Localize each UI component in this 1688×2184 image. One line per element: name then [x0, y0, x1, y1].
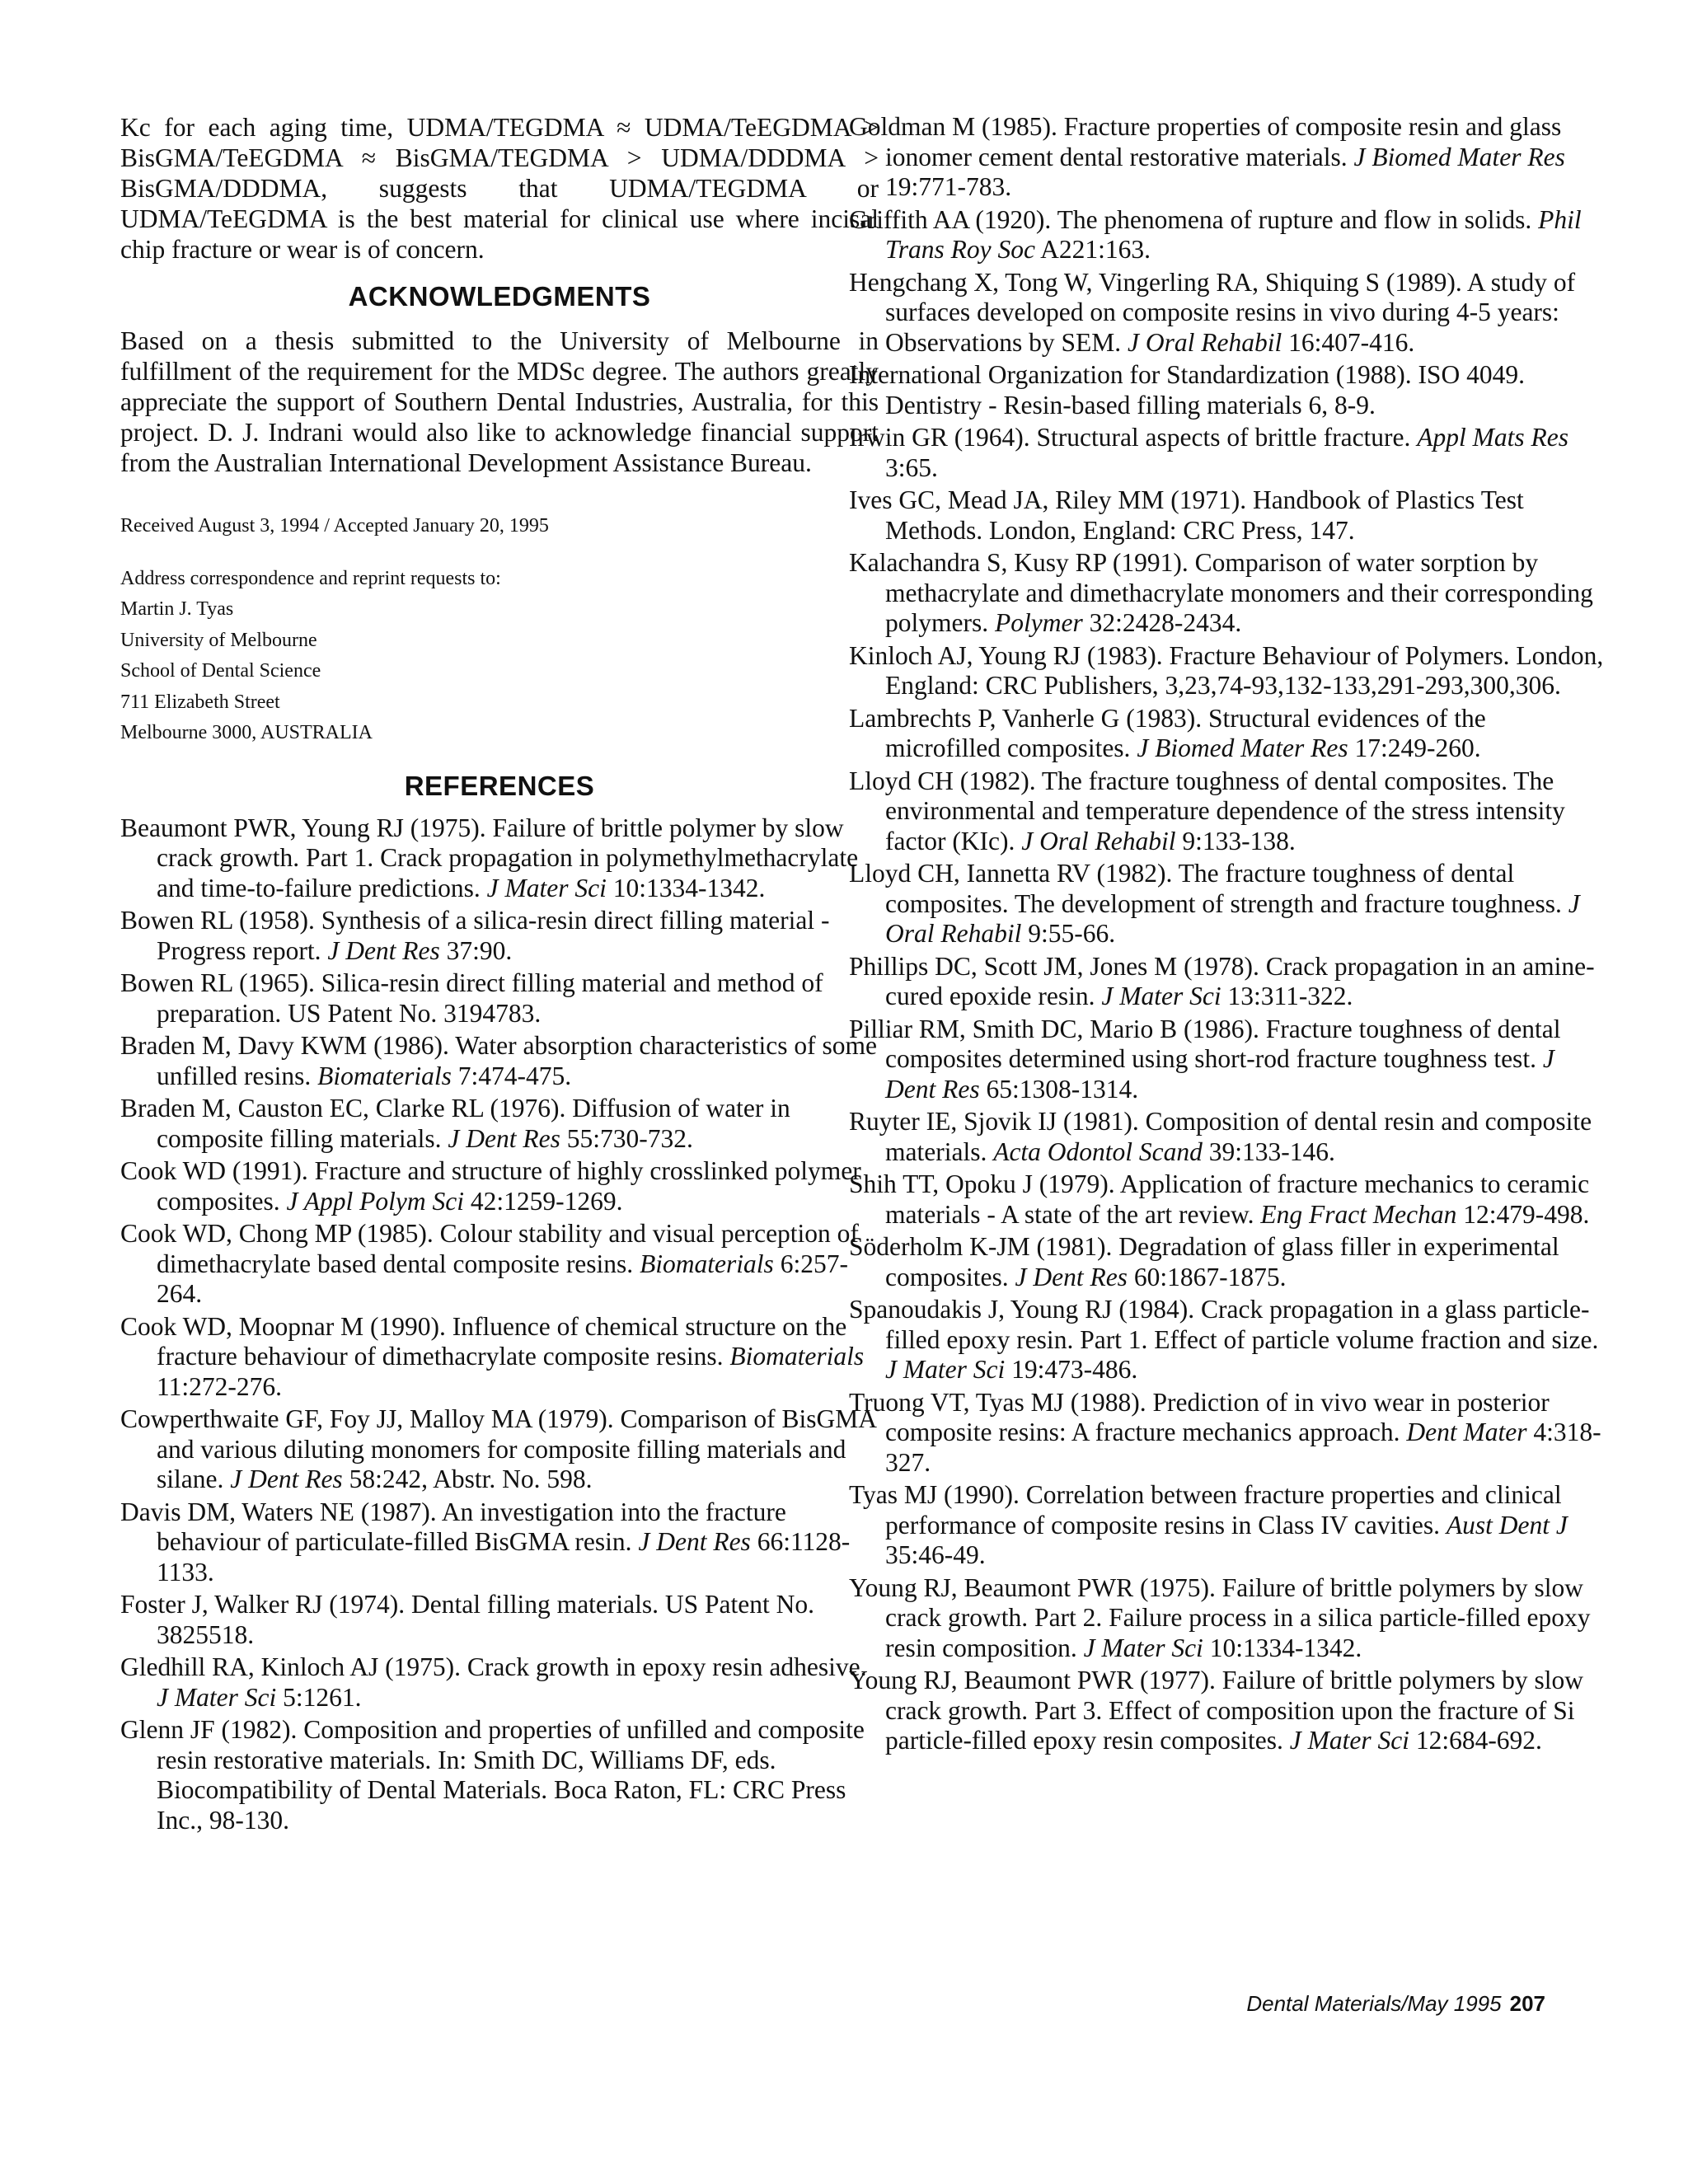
reference-text: Cook WD (1991). Fracture and structure of highly crosslinked polymer composites. [120, 1156, 861, 1216]
reference-volume-pages: 60:1867-1875. [1133, 1262, 1287, 1291]
reference-entry [849, 485, 1607, 546]
reference-text: Davis DM, Waters NE (1987). An investigation into the fracture behaviour of particulate-filled BisGMA resin. [120, 1497, 786, 1556]
reference-journal: J Mater Sci [1289, 1726, 1409, 1755]
reference-text: Cook WD, Moopnar M (1990). Influence of chemical structure on the fracture behaviour of dimethacrylate composite resins. [120, 1311, 847, 1371]
reference-volume-pages: 55:730-732. [566, 1123, 693, 1153]
reference-entry [849, 360, 1607, 420]
reference-text: Shih TT, Opoku J (1979). Application of fracture mechanics to ceramic materials - A state of the art review. [849, 1169, 1590, 1229]
reference-text: Spanoudakis J, Young RJ (1984). Crack propagation in a glass particle-filled epoxy resin. Part 1. Effect of particle volume fraction and size. [849, 1295, 1599, 1354]
reference-volume-pages: 19:473-486. [1011, 1355, 1138, 1384]
reference-volume-pages: 65:1308-1314. [986, 1074, 1139, 1104]
reference-text: Lloyd CH, Iannetta RV (1982). The fracture toughness of dental composites. The development of strength and fracture toughness. [849, 859, 1562, 918]
page-footer [1246, 1991, 1545, 2017]
reference-volume-pages: 10:1334-1342. [612, 873, 766, 902]
reference-entry [849, 548, 1607, 639]
reference-journal: J Biomed Mater Res [1137, 733, 1348, 762]
reference-journal: J Mater Sci [885, 1355, 1006, 1384]
reference-journal: J Dent Res [638, 1527, 751, 1556]
right-column [849, 112, 1607, 1759]
reference-volume-pages: 66:1128-1133. [157, 1527, 851, 1586]
reference-volume-pages: 3:65. [885, 452, 938, 482]
reference-journal: Eng Fract Mechan [1260, 1199, 1457, 1229]
address-label: Address correspondence and reprint requests to: [120, 567, 501, 589]
reference-journal: J Mater Sci [157, 1682, 277, 1712]
reference-text: Hengchang X, Tong W, Vingerling RA, Shiquing S (1989). A study of surfaces developed on composite resins in vivo during 4-5 years: Observations by SEM. [849, 267, 1576, 357]
reference-entry [849, 952, 1607, 1012]
reference-entry [120, 968, 879, 1029]
reference-text: Tyas MJ (1990). Correlation between fracture properties and clinical performance of composite resins in Class IV cavities. [849, 1480, 1562, 1540]
reference-journal: J Dent Res [885, 1044, 1554, 1104]
reference-text: Lambrechts P, Vanherle G (1983). Structural evidences of the microfilled composites. [849, 703, 1486, 762]
reference-volume-pages: 6:257-264. [157, 1249, 848, 1308]
reference-journal: Biomaterials [317, 1061, 452, 1090]
reference-volume-pages: 58:242, Abstr. No. 598. [349, 1465, 593, 1493]
reference-volume-pages: 16:407-416. [1288, 327, 1415, 357]
reference-journal: Biomaterials [729, 1342, 865, 1371]
reference-entry [849, 1015, 1607, 1105]
reference-journal: J Mater Sci [486, 873, 607, 902]
reference-entry [849, 205, 1607, 265]
page-number: 207 [1509, 1991, 1545, 2016]
intro-paragraph: Kc for each aging time, UDMA/TEGDMA ≈ UDMA/TeEGDMA > BisGMA/TeEGDMA ≈ BisGMA/TEGDMA > UDMA/DDDMA > BisGMA/DDDMA, suggests that UDMA/TEGDMA or UDMA/TeEGDMA is the best material for clinical use where incisal chip fracture or wear is of concern. [120, 113, 879, 264]
reference-volume-pages: 19:771-783. [885, 172, 1012, 201]
reference-text: Kalachandra S, Kusy RP (1991). Comparison of water sorption by methacrylate and dimethacrylate monomers and their corresponding polymers. [849, 548, 1593, 637]
reference-journal: J Dent Res [1015, 1262, 1128, 1291]
address-line: Martin J. Tyas [120, 598, 234, 620]
reference-journal: Biomaterials [640, 1249, 774, 1278]
reference-text: Ives GC, Mead JA, Riley MM (1971). Handbook of Plastics Test Methods. London, England: CRC Press, 147. [849, 485, 1524, 545]
reference-entry [849, 1107, 1607, 1167]
reference-entry [120, 1156, 879, 1216]
reference-entry [120, 1652, 879, 1713]
reference-volume-pages: 35:46-49. [885, 1540, 986, 1569]
references-heading: REFERENCES [404, 770, 595, 801]
reference-entry [849, 1666, 1607, 1756]
reference-journal: J Oral Rehabil [885, 888, 1580, 948]
reference-text: Young RJ, Beaumont PWR (1977). Failure of brittle polymers by slow crack growth. Part 3. Effect of composition upon the fracture of Si particle-filled epoxy resin composites. [849, 1666, 1584, 1755]
reference-text: Gledhill RA, Kinloch AJ (1975). Crack growth in epoxy resin adhesive. [120, 1652, 867, 1681]
reference-text: Truong VT, Tyas MJ (1988). Prediction of in vivo wear in posterior composite resins: A fracture mechanics approach. [849, 1387, 1550, 1446]
reference-volume-pages: 9:133-138. [1182, 826, 1296, 855]
footer-journal: Dental Materials/May 1995 [1246, 1991, 1502, 2016]
reference-text: Beaumont PWR, Young RJ (1975). Failure of brittle polymer by slow crack growth. Part 1. Crack propagation in polymethylmethacrylate and time-to-failure predictions. [120, 813, 859, 902]
reference-entry [849, 1388, 1607, 1479]
reference-volume-pages: 10:1334-1342. [1209, 1633, 1362, 1662]
reference-text: Bowen RL (1958). Synthesis of a silica-resin direct filling material - Progress report. [120, 906, 830, 965]
reference-entry [120, 1715, 879, 1835]
reference-text: International Organization for Standardization (1988). ISO 4049. Dentistry - Resin-based filling materials 6, 8-9. [849, 360, 1525, 419]
reference-volume-pages: 13:311-322. [1227, 982, 1353, 1010]
reference-entry [120, 1094, 879, 1154]
reference-text: Irwin GR (1964). Structural aspects of brittle fracture. [849, 423, 1411, 452]
reference-journal: J Biomed Mater Res [1353, 142, 1565, 171]
reference-volume-pages: 12:479-498. [1463, 1199, 1590, 1229]
reference-journal: J Appl Polym Sci [286, 1186, 464, 1216]
reference-text: Glenn JF (1982). Composition and properties of unfilled and composite resin restorative materials. In: Smith DC, Williams DF, eds. Biocompatibility of Dental Materials. Boca Raton, FL: CRC Press Inc., 98-130. [120, 1715, 865, 1835]
reference-entry [120, 1497, 879, 1588]
reference-entry [849, 766, 1607, 857]
reference-journal: Dent Mater [1406, 1418, 1527, 1446]
reference-entry [849, 268, 1607, 359]
reference-entry [849, 1232, 1607, 1292]
reference-journal: J Dent Res [230, 1465, 343, 1493]
reference-entry [120, 1590, 879, 1650]
reference-text: Pilliar RM, Smith DC, Mario B (1986). Fracture toughness of dental composites determined using short-rod fracture toughness test. [849, 1014, 1561, 1073]
reference-volume-pages: 32:2428-2434. [1089, 608, 1242, 637]
reference-journal: J Mater Sci [1083, 1633, 1203, 1662]
reference-entry [849, 1480, 1607, 1571]
reference-text: Söderholm K-JM (1981). Degradation of glass filler in experimental composites. [849, 1232, 1559, 1291]
reference-journal: Polymer [994, 608, 1083, 637]
reference-volume-pages: A221:163. [1040, 235, 1151, 264]
reference-journal: J Oral Rehabil [1021, 826, 1176, 855]
reference-entry [849, 1573, 1607, 1664]
reference-text: Kinloch AJ, Young RJ (1983). Fracture Behaviour of Polymers. London, England: CRC Publishers, 3,23,74-93,132-133,291-293,300,306. [849, 640, 1604, 700]
reference-entry [120, 1219, 879, 1310]
address-line: Melbourne 3000, AUSTRALIA [120, 722, 373, 743]
reference-entry [120, 906, 879, 966]
reference-volume-pages: 37:90. [446, 935, 513, 965]
reference-entry [849, 1169, 1607, 1230]
reference-text: Goldman M (1985). Fracture properties of composite resin and glass ionomer cement dental restorative materials. [849, 112, 1562, 171]
reference-text: Cook WD, Chong MP (1985). Colour stability and visual perception of dimethacrylate based dental composite resins. [120, 1219, 859, 1278]
reference-text: Bowen RL (1965). Silica-resin direct filling material and method of preparation. US Patent No. 3194783. [120, 968, 823, 1028]
reference-entry [849, 1295, 1607, 1385]
reference-list-left [120, 813, 879, 1836]
reference-journal: J Dent Res [327, 935, 440, 965]
reference-entry [120, 1404, 879, 1495]
reference-text: Phillips DC, Scott JM, Jones M (1978). Crack propagation in an amine-cured epoxide resin. [849, 951, 1595, 1010]
reference-volume-pages: 9:55-66. [1028, 919, 1116, 948]
received-dates: Received August 3, 1994 / Accepted January 20, 1995 [120, 515, 549, 537]
reference-volume-pages: 12:684-692. [1415, 1726, 1542, 1755]
reference-text: Ruyter IE, Sjovik IJ (1981). Composition of dental resin and composite materials. [849, 1107, 1592, 1166]
left-column [120, 112, 879, 1838]
reference-text: Young RJ, Beaumont PWR (1975). Failure of brittle polymers by slow crack growth. Part 2. Failure process in a silica particle-filled epoxy resin composition. [849, 1572, 1591, 1662]
reference-text: Braden M, Causton EC, Clarke RL (1976). Diffusion of water in composite filling materials. [120, 1094, 790, 1153]
address-line: 711 Elizabeth Street [120, 691, 280, 713]
reference-entry [120, 1312, 879, 1403]
reference-text: Braden M, Davy KWM (1986). Water absorption characteristics of some unfilled resins. [120, 1031, 877, 1090]
correspondence-address [120, 564, 879, 749]
reference-volume-pages: 4:318-327. [885, 1418, 1601, 1477]
reference-entry [849, 859, 1607, 949]
reference-journal: Phil Trans Roy Soc [885, 204, 1582, 264]
reference-text: Cowperthwaite GF, Foy JJ, Malloy MA (1979). Comparison of BisGMA and various diluting monomers for composite filling materials and silane. [120, 1404, 876, 1493]
reference-journal: J Dent Res [448, 1123, 560, 1153]
acknowledgments-text: Based on a thesis submitted to the University of Melbourne in fulfillment of the requirement for the MDSc degree. The authors greatly appreciate the support of Southern Dental Industries, Australia, for this project. D. J. Indrani would also like to acknowledge financial support from the Australian International Development Assistance Bureau. [120, 326, 879, 477]
reference-entry [849, 423, 1607, 483]
reference-entry [849, 112, 1607, 203]
reference-journal: Aust Dent J [1446, 1510, 1568, 1540]
reference-entry [120, 813, 879, 904]
reference-journal: J Mater Sci [1101, 982, 1221, 1010]
reference-journal: Appl Mats Res [1417, 423, 1569, 452]
reference-entry [849, 704, 1607, 764]
reference-text: Lloyd CH (1982). The fracture toughness of dental composites. The environmental and temperature dependence of the stress intensity factor (KIc). [849, 766, 1565, 855]
reference-list-right [849, 112, 1607, 1756]
address-line: School of Dental Science [120, 660, 321, 682]
reference-entry [120, 1031, 879, 1091]
reference-volume-pages: 11:272-276. [157, 1371, 282, 1401]
reference-entry [849, 641, 1607, 701]
reference-volume-pages: 39:133-146. [1208, 1137, 1335, 1166]
acknowledgments-heading: ACKNOWLEDGMENTS [348, 281, 651, 312]
reference-volume-pages: 5:1261. [283, 1682, 362, 1712]
reference-text: Foster J, Walker RJ (1974). Dental filling materials. US Patent No. 3825518. [120, 1590, 815, 1649]
reference-text: Griffith AA (1920). The phenomena of rupture and flow in solids. [849, 204, 1532, 234]
address-line: University of Melbourne [120, 629, 317, 651]
reference-volume-pages: 17:249-260. [1354, 733, 1481, 762]
reference-journal: J Oral Rehabil [1128, 327, 1282, 357]
reference-journal: Acta Odontol Scand [993, 1137, 1203, 1166]
reference-volume-pages: 7:474-475. [457, 1061, 572, 1090]
reference-volume-pages: 42:1259-1269. [470, 1186, 623, 1216]
